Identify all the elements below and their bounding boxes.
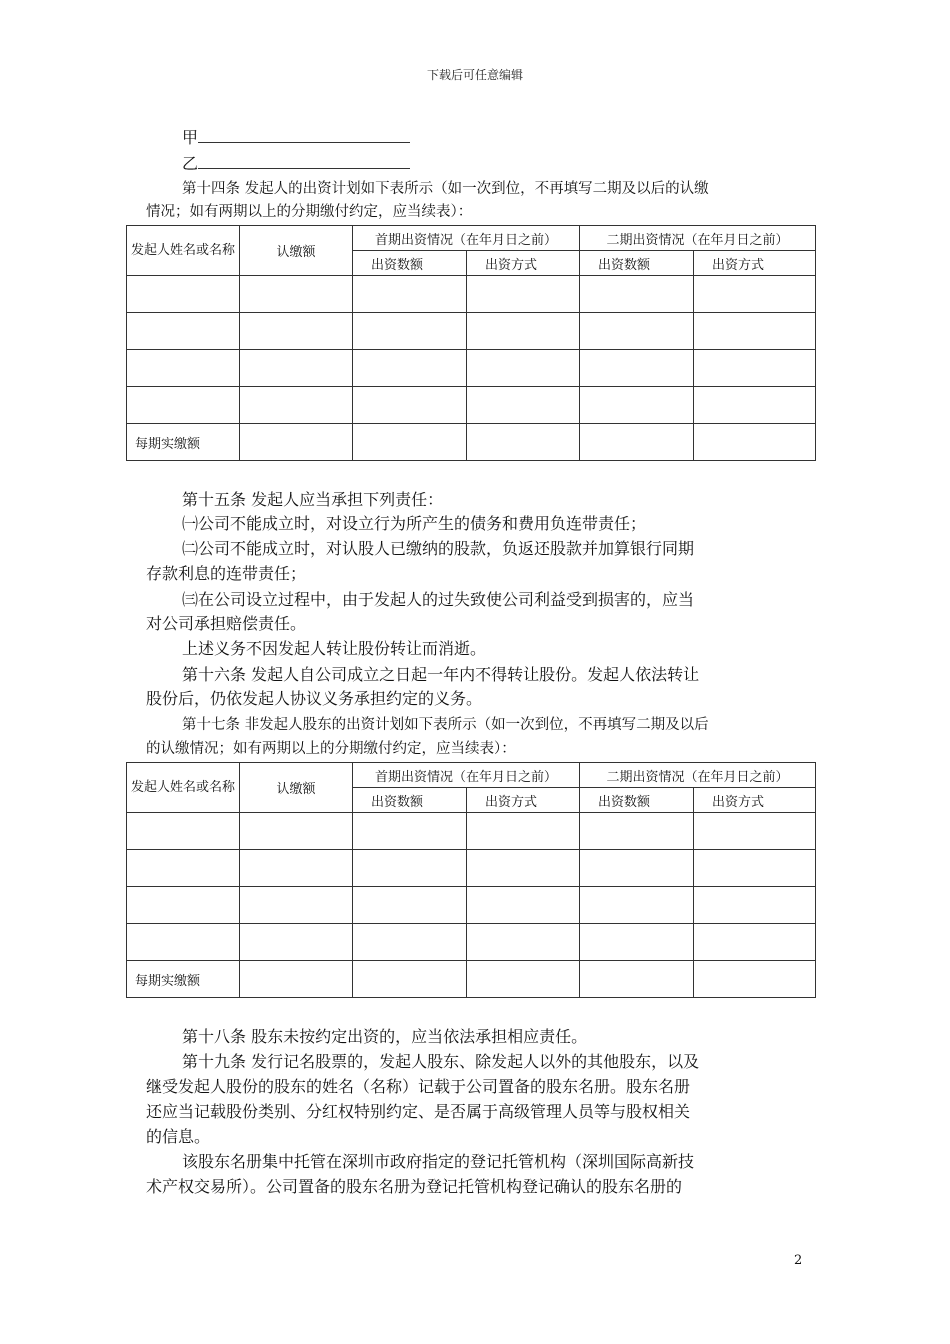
table-row [127, 350, 816, 387]
header-note: 下载后可任意编辑 [426, 68, 523, 82]
art19-line4: 的信息。 [146, 1127, 211, 1146]
table-row [127, 924, 816, 961]
table-row [127, 813, 816, 850]
promoter-contribution-table [126, 225, 816, 461]
table-total-row [127, 961, 816, 998]
art15-line5: ㈢在公司设立过程中，由于发起人的过失致使公司利益受到损害的，应当 [182, 590, 695, 609]
total-row-label: 每期实缴额 [127, 961, 240, 998]
art17-line2: 的认缴情况；如有两期以上的分期缴付约定，应当续表）： [146, 741, 516, 757]
art19-line5: 该股东名册集中托管在深圳市政府指定的登记托管机构（深圳国际高新技 [182, 1152, 695, 1171]
table-row [127, 887, 816, 924]
art15-line2: ㈠公司不能成立时，对设立行为所产生的债务和费用负连带责任； [182, 514, 647, 533]
art15-line3: ㈡公司不能成立时，对认股人已缴纳的股款，负返还股款并加算银行同期 [182, 539, 695, 558]
signature-line-a: 甲 [146, 126, 850, 149]
art15-line7: 上述义务不因发起人转让股份转让而消逝。 [182, 639, 487, 658]
header-name: 发起人姓名或名称 [127, 763, 240, 813]
art19-line6: 术产权交易所）。公司置备的股东名册为登记托管机构登记确认的股东名册的 [146, 1177, 683, 1196]
header-method: 出资方式 [467, 251, 580, 276]
header-amount: 出资数额 [353, 788, 467, 813]
table-total-row [127, 424, 816, 461]
header-amount: 出资数额 [353, 251, 467, 276]
header-phase1: 首期出资情况（在年月日之前） [353, 763, 580, 788]
art14-line1: 第十四条 发起人的出资计划如下表所示（如一次到位，不再填写二期及以后的认缴 [182, 181, 709, 197]
header-phase2: 二期出资情况（在年月日之前） [580, 763, 816, 788]
header-phase2: 二期出资情况（在年月日之前） [580, 226, 816, 251]
art14-line2: 情况；如有两期以上的分期缴付约定，应当续表）： [146, 204, 473, 220]
non-promoter-contribution-table [126, 762, 816, 998]
header-amount: 出资数额 [580, 251, 694, 276]
art16-line1: 第十六条 发起人自公司成立之日起一年内不得转让股份。发起人依法转让 [182, 665, 700, 684]
header-amount: 出资数额 [580, 788, 694, 813]
signature-blank[interactable] [198, 152, 410, 169]
art18-line: 第十八条 股东未按约定出资的，应当依法承担相应责任。 [182, 1027, 588, 1046]
art17-line1: 第十七条 非发起人股东的出资计划如下表所示（如一次到位，不再填写二期及以后 [182, 717, 709, 733]
header-subscribed: 认缴额 [240, 226, 353, 276]
header-method: 出资方式 [694, 251, 816, 276]
table-row [127, 850, 816, 887]
art15-line4: 存款利息的连带责任； [146, 564, 307, 583]
header-method: 出资方式 [694, 788, 816, 813]
page-number: 2 [794, 1253, 803, 1268]
art19-line1: 第十九条 发行记名股票的，发起人股东、除发起人以外的其他股东，以及 [182, 1052, 700, 1071]
signature-blank[interactable] [198, 126, 410, 143]
art15-line1: 第十五条 发起人应当承担下列责任： [182, 490, 444, 509]
total-row-label: 每期实缴额 [127, 424, 240, 461]
art19-line3: 还应当记载股份类别、分红权特别约定、是否属于高级管理人员等与股权相关 [146, 1102, 691, 1121]
header-method: 出资方式 [467, 788, 580, 813]
table-row [127, 276, 816, 313]
table-row [127, 313, 816, 350]
art15-line6: 对公司承担赔偿责任。 [146, 614, 307, 633]
signature-line-b: 乙 [146, 152, 850, 175]
table-row [127, 387, 816, 424]
art16-line2: 股份后，仍依发起人协议义务承担约定的义务。 [146, 689, 483, 708]
header-subscribed: 认缴额 [240, 763, 353, 813]
header-name: 发起人姓名或名称 [127, 226, 240, 276]
art19-line2: 继受发起人股份的股东的姓名（名称）记载于公司置备的股东名册。股东名册 [146, 1077, 691, 1096]
header-phase1: 首期出资情况（在年月日之前） [353, 226, 580, 251]
